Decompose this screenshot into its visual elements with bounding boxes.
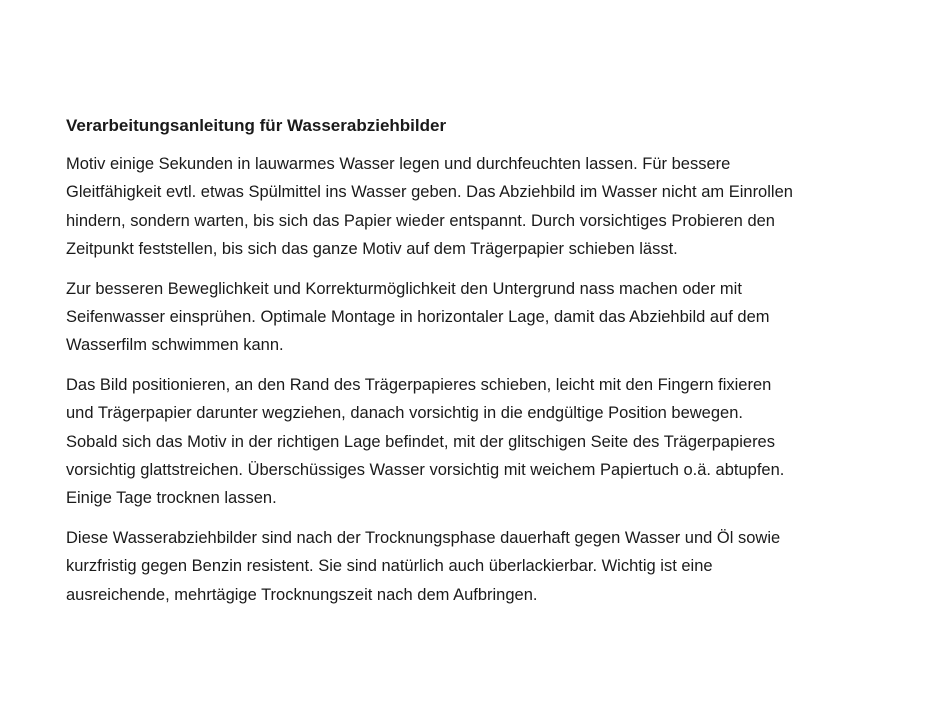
text-line: Seifenwasser einsprühen. Optimale Montage in horizontaler Lage, damit das Abziehbild auf dem [66, 308, 770, 327]
paragraph-3 [66, 371, 884, 513]
text-line: Motiv einige Sekunden in lauwarmes Wasser legen und durchfeuchten lassen. Für bessere [66, 155, 731, 173]
text-line: Wasserfilm schwimmen kann. [66, 336, 284, 355]
text-line: Einige Tage trocknen lassen. [66, 489, 277, 508]
document-title: Verarbeitungsanleitung für Wasserabziehbilder [66, 116, 447, 135]
text-line: Zeitpunkt feststellen, bis sich das ganze Motiv auf dem Trägerpapier schieben lässt. [66, 240, 678, 259]
text-line: Das Bild positionieren, an den Rand des Trägerpapieres schieben, leicht mit den Fingern fixieren [66, 375, 772, 394]
text-line: vorsichtig glattstreichen. Überschüssiges Wasser vorsichtig mit weichem Papiertuch o.ä. abtupfen. [66, 461, 785, 480]
text-line: Diese Wasserabziehbilder sind nach der Trocknungsphase dauerhaft gegen Wasser und Öl sowie [66, 528, 781, 547]
text-line: kurzfristig gegen Benzin resistent. Sie sind natürlich auch überlackierbar. Wichtig ist eine [66, 557, 713, 576]
paragraph-4 [66, 524, 884, 609]
text-line: und Trägerpapier darunter wegziehen, danach vorsichtig in die endgültige Position bewegen. [66, 404, 743, 423]
paragraph-2 [66, 275, 884, 360]
text-line: ausreichende, mehrtägige Trocknungszeit nach dem Aufbringen. [66, 585, 538, 604]
text-line: hindern, sondern warten, bis sich das Papier wieder entspannt. Durch vorsichtiges Probieren den [66, 211, 775, 230]
text-line: Sobald sich das Motiv in der richtigen Lage befindet, mit der glitschigen Seite des Trägerpapieres [66, 432, 775, 451]
paragraph-1 [66, 150, 884, 264]
text-line: Gleitfähigkeit evtl. etwas Spülmittel ins Wasser geben. Das Abziehbild im Wasser nicht am Einrollen [66, 183, 793, 202]
text-line: Zur besseren Beweglichkeit und Korrekturmöglichkeit den Untergrund nass machen oder mit [66, 279, 742, 298]
